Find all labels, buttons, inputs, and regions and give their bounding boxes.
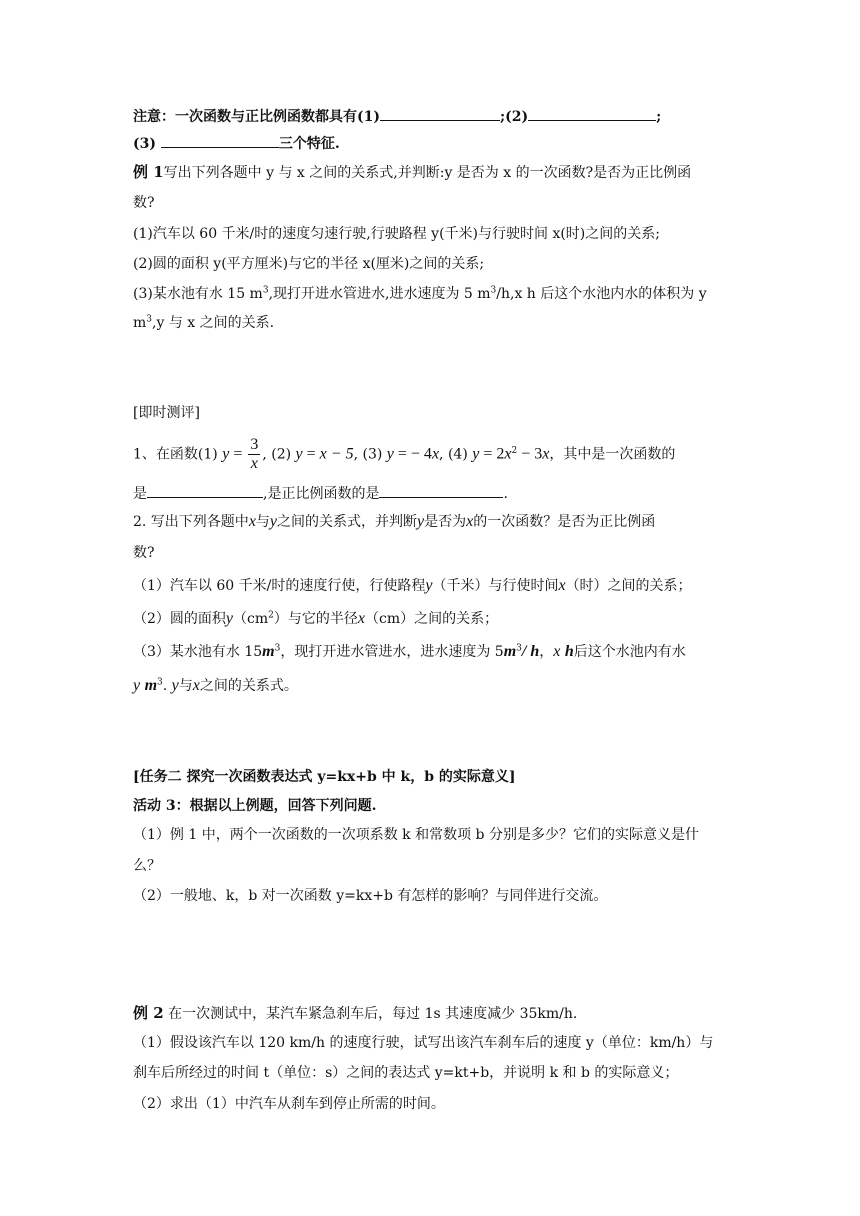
quiz-question-1: [133, 436, 675, 473]
example-1-question-3-cont: [133, 313, 274, 333]
text: 之间的关系式。: [199, 678, 298, 694]
text: （千米）与行使时间: [432, 578, 559, 594]
note-lead: 注意：一次函数与正比例函数都具有(1): [133, 109, 380, 125]
text: 与: [178, 678, 193, 694]
math-op: =: [302, 445, 320, 463]
quiz-question-2-cont: 数?: [133, 545, 155, 561]
blank-1: [380, 106, 500, 121]
text: 与: [255, 514, 270, 530]
example-1-line-1: [133, 162, 691, 183]
text: .: [162, 678, 172, 694]
math-op: =: [229, 445, 247, 463]
math-var: x: [192, 677, 200, 694]
text: ，其中是一次函数的: [549, 446, 676, 463]
text: ,现打开进水管进水,进水速度为 5 m: [268, 286, 491, 302]
math-op: =: [393, 445, 411, 463]
text: （1）汽车以 60 千米/时的速度行使，行使路程: [133, 578, 426, 594]
math-var: m: [144, 677, 158, 694]
example-2-question-1: （1）假设该汽车以 120 km/h 的速度行驶，试写出该汽车刹车后的速度 y（单位：km/h）与: [133, 1035, 714, 1051]
text: （时）之间的关系；: [565, 578, 692, 594]
math-var: y: [417, 513, 425, 530]
math-var: x: [248, 513, 256, 530]
example-2-question-1-cont: 刹车后所经过的时间 t（单位：s）之间的表达式 y=kt+b，并说明 k 和 b 的实际意义；: [133, 1065, 679, 1081]
task-2-question-2: （2）一般地、k，b 对一次函数 y=kx+b 有怎样的影响？与同伴进行交流。: [133, 888, 608, 904]
example-1-label: 例 1: [133, 163, 164, 181]
text: , (4): [439, 446, 473, 463]
example-1-question-2: (2)圆的面积 y(平方厘米)与它的半径 x(厘米)之间的关系;: [133, 256, 485, 272]
superscript: 3: [262, 285, 269, 296]
text: 是: [133, 486, 147, 502]
math-expr: 2: [496, 445, 505, 463]
example-2-line-1: [133, 1003, 577, 1024]
text: ,是正比例函数的是: [263, 486, 380, 502]
superscript: 3: [274, 643, 281, 654]
example-1-question-3: [133, 284, 707, 304]
math-var: x: [553, 643, 561, 660]
quiz-question-2: [133, 512, 655, 532]
example-2-question-2: （2）求出（1）中汽车从刹车到停止所需的时间。: [133, 1096, 445, 1112]
note-tail: 三个特征.: [278, 136, 340, 152]
text: , (3): [353, 446, 387, 463]
math-var: y: [171, 677, 179, 694]
superscript: 2: [268, 610, 274, 621]
note-end: ;: [656, 109, 662, 125]
math-expr: − 3: [517, 445, 543, 463]
math-var: x: [466, 513, 474, 530]
quiz-sub-question-3: [133, 642, 686, 662]
text: , (2): [262, 446, 296, 463]
text: 的一次函数？是否为正比例函: [473, 514, 656, 530]
math-var: x: [431, 445, 440, 463]
text: m: [133, 315, 147, 331]
blank-3: [161, 133, 279, 148]
fraction-numerator: 3: [250, 436, 259, 453]
fraction-denominator: x: [250, 455, 258, 472]
text: .: [503, 486, 508, 502]
example-1-line-2: 数?: [133, 195, 155, 211]
text: ,y 与 x 之间的关系.: [152, 315, 275, 331]
quiz-sub-question-3-cont: [133, 676, 298, 696]
text: （cm）之间的关系；: [365, 611, 499, 627]
math-var: x: [504, 445, 512, 463]
superscript: 3: [516, 643, 522, 654]
math-var: x: [357, 610, 365, 627]
math-var: m: [503, 643, 517, 660]
superscript: 2: [511, 445, 518, 456]
math-var: h: [564, 643, 574, 660]
math-var: y: [472, 445, 480, 463]
note-line-1: [133, 106, 661, 127]
superscript: 3: [490, 285, 497, 296]
math-var: y: [269, 513, 278, 530]
superscript: 3: [146, 314, 153, 325]
text: 是否为: [424, 514, 467, 530]
math-var: y: [225, 610, 234, 627]
math-var: y: [133, 677, 141, 694]
task-2-question-1-cont: 么？: [133, 858, 161, 874]
math-op: =: [479, 445, 497, 463]
text: （3）某水池有水 15: [133, 644, 263, 660]
quiz-sub-question-2: [133, 609, 498, 629]
text: ，: [539, 644, 554, 660]
text: /h,x h 后这个水池内水的体积为 y: [496, 286, 707, 302]
blank-4: [147, 483, 263, 498]
quiz-sub-question-1: [133, 576, 692, 596]
superscript: 3: [157, 677, 163, 688]
example-2-text: 在一次测试中，某汽车紧急刹车后，每过 1s 其速度减少 35km/h.: [163, 1006, 578, 1022]
note-item-3: (3): [133, 136, 161, 152]
task-2-question-1: （1）例 1 中，两个一次函数的一次项系数 k 和常数项 b 分别是多少？它们的实际意义是什: [133, 827, 699, 843]
text: 2. 写出下列各题中: [133, 514, 249, 530]
quiz-heading: [即时测评]: [133, 405, 200, 421]
blank-2: [528, 106, 656, 121]
blank-5: [379, 483, 503, 498]
text: 1、在函数(1): [133, 446, 223, 463]
example-1-question-1: (1)汽车以 60 千米/时的速度匀速行驶,行驶路程 y(千米)与行驶时间 x(时)之间的关系;: [133, 226, 660, 242]
text: 后这个水池内有水: [573, 644, 686, 660]
example-2-label: 例 2: [133, 1004, 164, 1022]
math-expr: x − 5: [319, 445, 354, 463]
text: ）与它的半径: [273, 611, 358, 627]
math-var: x: [542, 445, 550, 463]
math-expr: − 4: [410, 445, 432, 463]
text: （cm: [233, 611, 269, 627]
text: (3)某水池有水 15 m: [133, 286, 263, 302]
activity-3: 活动 3：根据以上例题，回答下列问题.: [133, 798, 377, 814]
note-sep-2: ;(2): [500, 109, 529, 125]
quiz-question-1-cont: [133, 483, 508, 504]
math-var: m: [262, 643, 275, 660]
example-1-text-1: 写出下列各题中 y 与 x 之间的关系式,并判断:y 是否为 x 的一次函数?是否为正比例函: [163, 165, 692, 181]
task-2-heading: [任务二 探究一次函数表达式 y=kx+b 中 k，b 的实际意义]: [133, 769, 516, 785]
fraction: [248, 436, 260, 473]
math-var: y: [386, 445, 394, 463]
text: 之间的关系式，并判断: [277, 514, 418, 530]
note-line-2: [133, 133, 340, 154]
math-var: y: [295, 445, 303, 463]
text: ，现打开进水管进水，进水速度为 5: [280, 644, 504, 660]
math-expr: / h: [521, 643, 540, 660]
math-var: y: [222, 445, 230, 463]
text: （2）圆的面积: [133, 611, 226, 627]
math-var: y: [425, 577, 433, 594]
math-var: x: [558, 577, 566, 594]
